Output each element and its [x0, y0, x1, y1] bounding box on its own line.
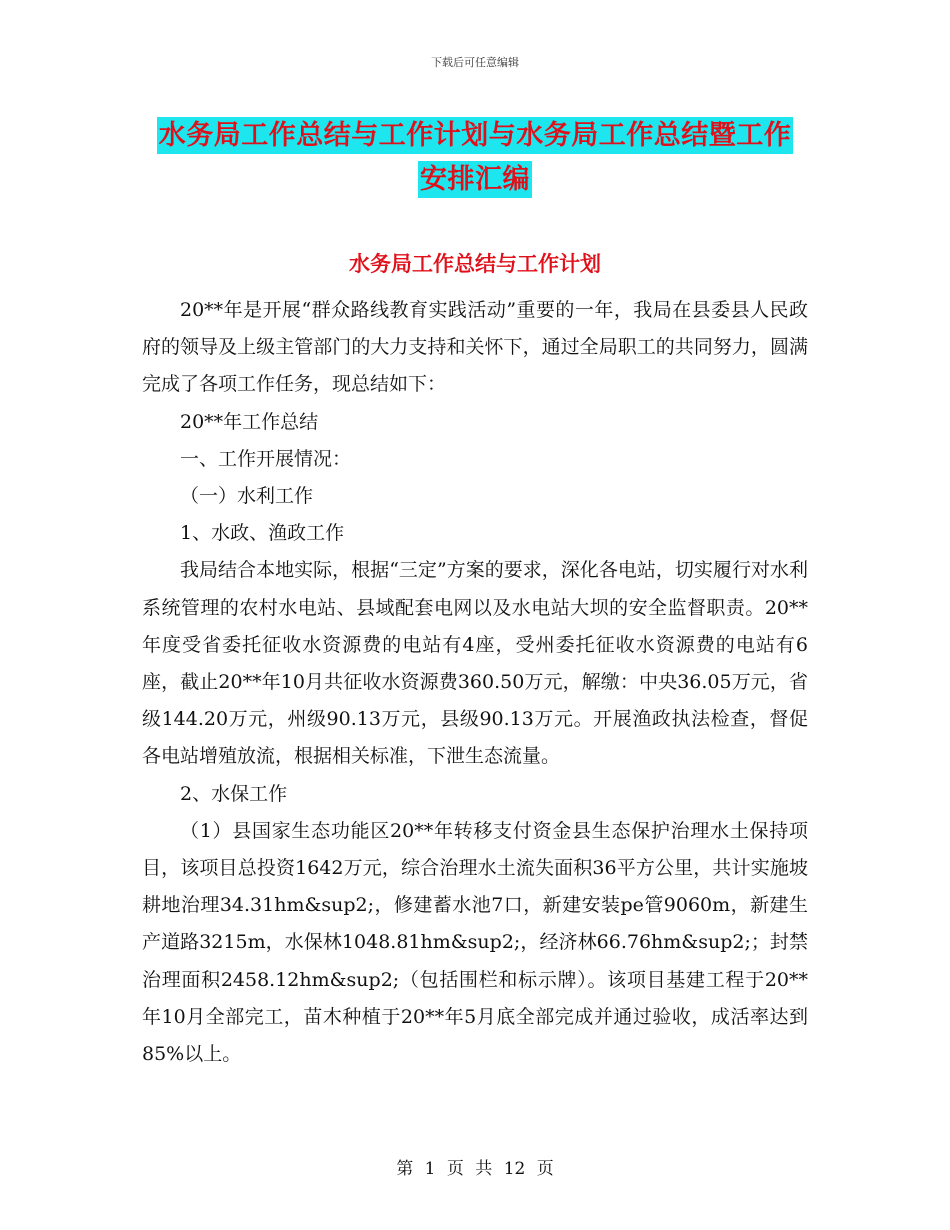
document-title-line-1 [0, 113, 950, 152]
paragraph-heading-work: 一、工作开展情况： [180, 447, 352, 470]
document-title-line-2 [0, 157, 950, 196]
title-highlight-2: 安排汇编 [418, 161, 532, 198]
paragraph-heading-fishery: 1、水政、渔政工作 [180, 522, 345, 545]
paragraph-intro: 20**年是开展“群众路线教育实践活动”重要的一年，我局在县委县人民政府的领导及上级主管部门的大力支持和关怀下，通过全局职工的共同努力，圆满完成了各项工作任务，现总结如下： [142, 299, 808, 396]
paragraph-heading-summary: 20**年工作总结 [180, 410, 319, 433]
title-highlight-1: 水务局工作总结与工作计划与水务局工作总结暨工作 [157, 117, 794, 154]
paragraph-soil-body: （1）县国家生态功能区20**年转移支付资金县生态保护治理水土保持项目，该项目总投资1642万元，综合治理水土流失面积36平方公里，共计实施坡耕地治理34.31hm&sup2;，修建蓄水池7口，新建安装pe管9060m，新建生产道路3215m，水保林1048.81hm&sup2;，经济林66.76hm&sup2;；封禁治理面积2458.12hm&sup2;（包括围栏和标示牌）。该项目基建工程于20**年10月全部完工，苗木种植于20**年5月底全部完成并通过验收，成活率达到85%以上。 [142, 819, 808, 1066]
section-title: 水务局工作总结与工作计划 [349, 252, 601, 276]
header-note: 下载后可任意编辑 [431, 56, 519, 69]
paragraph-fishery-body: 我局结合本地实际，根据“三定”方案的要求，深化各电站，切实履行对水利系统管理的农村水电站、县域配套电网以及水电站大坝的安全监督职责。20**年度受省委托征收水资源费的电站有4座，受州委托征收水资源费的电站有6座，截止20**年10月共征收水资源费360.50万元，解缴：中央36.05万元，省级144.20万元，州级90.13万元，县级90.13万元。开展渔政执法检查，督促各电站增殖放流，根据相关标准，下泄生态流量。 [142, 559, 808, 768]
paragraph-heading-water: （一）水利工作 [180, 485, 314, 508]
document-body [142, 292, 808, 1073]
paragraph-heading-soil: 2、水保工作 [180, 782, 288, 805]
page-footer: 第 1 页 共 12 页 [396, 1159, 554, 1179]
